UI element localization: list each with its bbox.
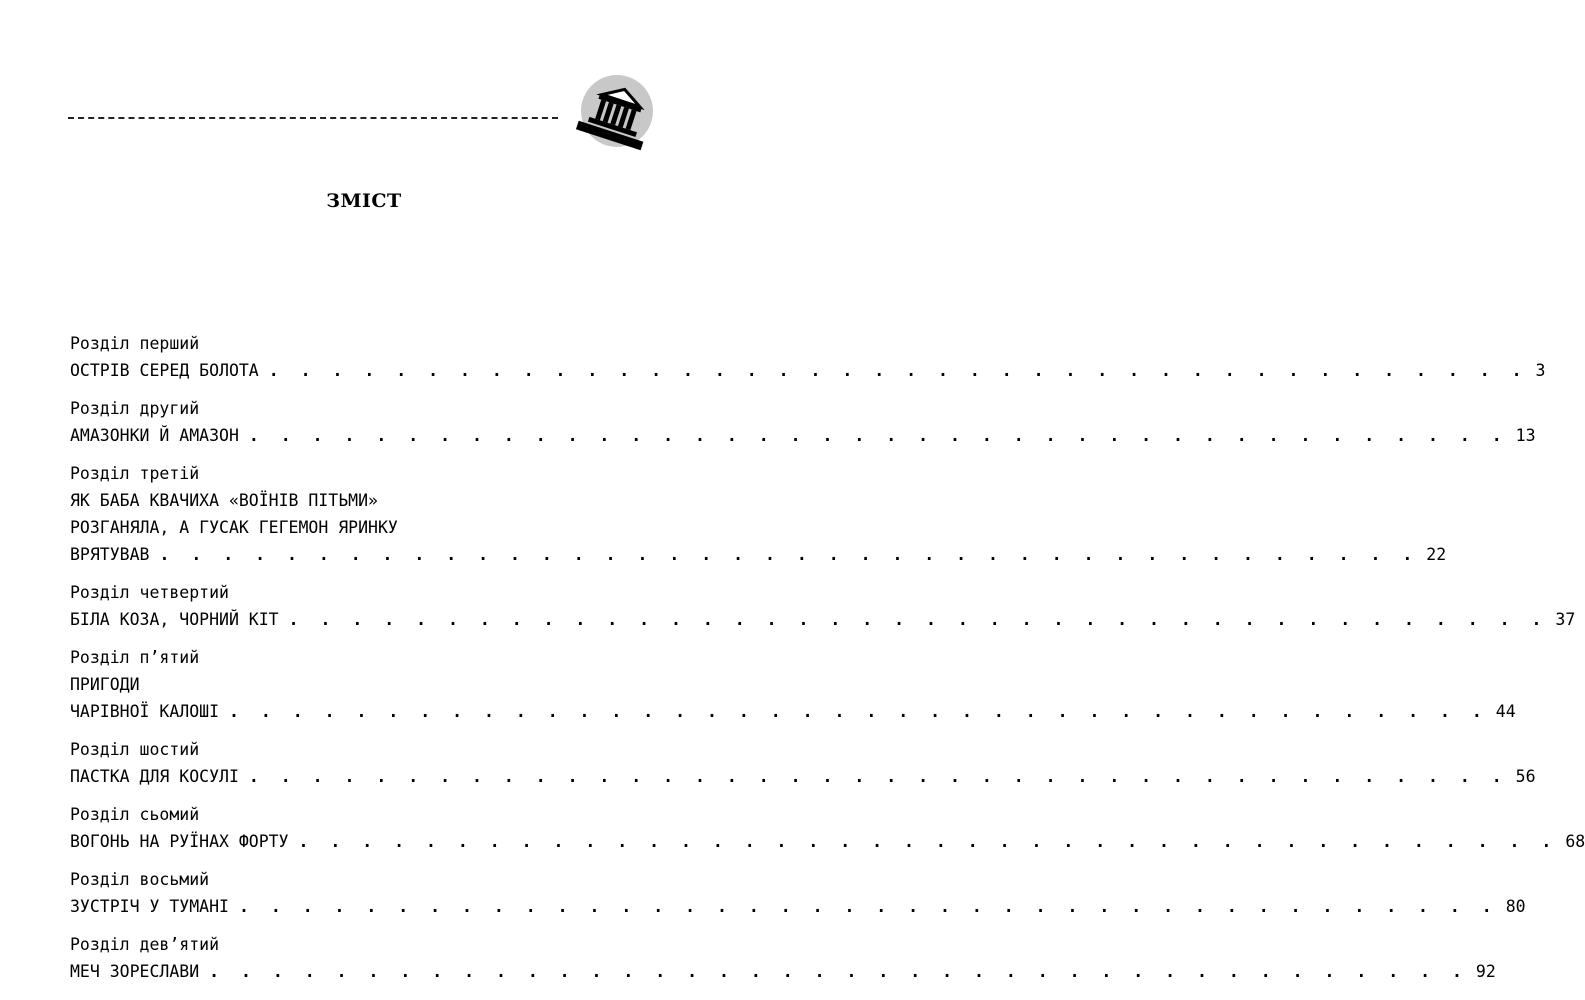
chapter-label: Розділ дев’ятий: [70, 935, 220, 954]
toc-entry: [70, 736, 1536, 790]
chapter-title-row: [70, 763, 1536, 790]
chapter-title-row: [70, 357, 1546, 384]
chapter-label: Розділ другий: [70, 399, 200, 418]
page-number: 13: [1515, 426, 1536, 445]
toc-entry: [70, 395, 1536, 449]
dot-leader: . . . . . . . . . . . . . . . . . . . . . . . . . . . . . . . . . . . . . . . .: [209, 962, 1468, 981]
page-number: 37: [1555, 610, 1576, 629]
dot-leader: . . . . . . . . . . . . . . . . . . . . . . . . . . . . . . . . . . . . . . . .: [229, 702, 1488, 721]
chapter-title-line: БІЛА КОЗА, ЧОРНИЙ КІТ: [70, 610, 279, 629]
chapter-title-line: АМАЗОНКИ Й АМАЗОН: [70, 426, 239, 445]
toc-entry: [70, 801, 1585, 855]
dot-leader: . . . . . . . . . . . . . . . . . . . . . . . . . . . . . . . . . . . . . . . .: [288, 610, 1548, 629]
chapter-title-line: ЯК БАБА КВАЧИХА «ВОЇНІВ ПІТЬМИ»: [70, 491, 378, 510]
page-title: ЗМІСТ: [326, 190, 402, 212]
chapter-label: Розділ третій: [70, 464, 200, 483]
page-number: 22: [1426, 545, 1447, 564]
toc-entry: [70, 460, 1447, 568]
chapter-label: Розділ шостий: [70, 740, 200, 759]
header-dashed-rule: [68, 117, 558, 119]
toc-entry: [70, 330, 1546, 384]
chapter-title-line: ЧАРІВНОЇ КАЛОШІ: [70, 702, 220, 721]
toc-entry: [70, 931, 1496, 985]
dot-leader: . . . . . . . . . . . . . . . . . . . . . . . . . . . . . . . . . . . . . . . .: [298, 832, 1558, 851]
dot-leader: . . . . . . . . . . . . . . . . . . . . . . . . . . . . . . . . . . . . . . . .: [238, 897, 1498, 916]
chapter-title-row: [70, 828, 1585, 855]
page-number: 68: [1565, 832, 1585, 851]
chapter-title-row: [70, 422, 1536, 449]
table-of-contents: [70, 330, 1585, 996]
dot-leader: . . . . . . . . . . . . . . . . . . . . . . . . . . . . . . . . . . . . . . . .: [248, 767, 1508, 786]
classical-building-icon: [576, 74, 654, 152]
chapter-title-line: МЕЧ ЗОРЕСЛАВИ: [70, 962, 200, 981]
page-number: 56: [1515, 767, 1536, 786]
dot-leader: . . . . . . . . . . . . . . . . . . . . . . . . . . . . . . . . . . . . . . . .: [268, 361, 1528, 380]
chapter-label: Розділ перший: [70, 334, 200, 353]
dot-leader: . . . . . . . . . . . . . . . . . . . . . . . . . . . . . . . . . . . . . . . .: [248, 426, 1508, 445]
page-number: 44: [1495, 702, 1516, 721]
chapter-title-row: [70, 893, 1526, 920]
page-number: 80: [1505, 897, 1526, 916]
toc-entry: [70, 644, 1516, 725]
chapter-title-line: ПАСТКА ДЛЯ КОСУЛІ: [70, 767, 239, 786]
chapter-label: Розділ четвертий: [70, 583, 229, 602]
chapter-title-row: [70, 606, 1576, 633]
toc-entry: [70, 866, 1526, 920]
chapter-title-row: [70, 541, 1447, 568]
chapter-title-line: РОЗГАНЯЛА, А ГУСАК ГЕГЕМОН ЯРИНКУ: [70, 518, 398, 537]
dot-leader: . . . . . . . . . . . . . . . . . . . . . . . . . . . . . . . . . . . . . . . .: [159, 545, 1419, 564]
chapter-label: Розділ п’ятий: [70, 648, 200, 667]
chapter-title-row: [70, 958, 1496, 985]
chapter-title-line: ВОГОНЬ НА РУЇНАХ ФОРТУ: [70, 832, 289, 851]
page-number: 92: [1475, 962, 1496, 981]
chapter-title-line: ВРЯТУВАВ: [70, 545, 150, 564]
chapter-label: Розділ сьомий: [70, 805, 200, 824]
chapter-title-line: ПРИГОДИ: [70, 675, 140, 694]
chapter-title-row: [70, 698, 1516, 725]
page-number: 3: [1535, 361, 1546, 380]
chapter-title-line: ЗУСТРІЧ У ТУМАНІ: [70, 897, 229, 916]
toc-entry: [70, 579, 1576, 633]
chapter-label: Розділ восьмий: [70, 870, 210, 889]
chapter-title-line: ОСТРІВ СЕРЕД БОЛОТА: [70, 361, 259, 380]
